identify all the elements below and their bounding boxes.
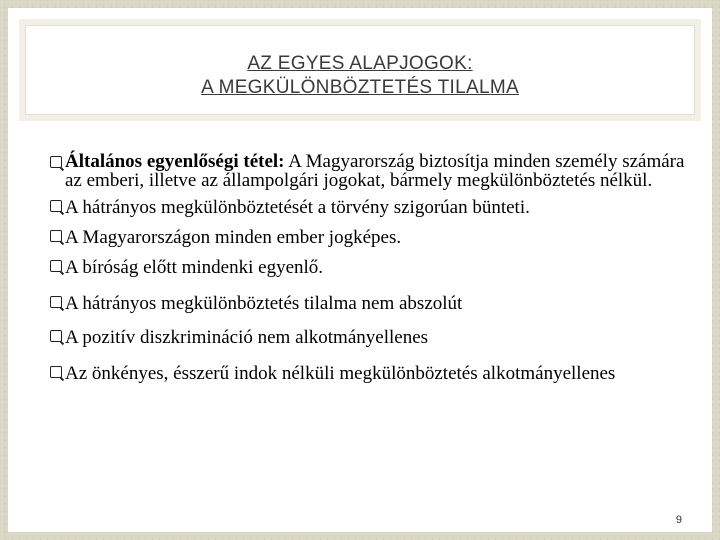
checkbox-bullet-icon — [50, 156, 62, 168]
bullet-text: A hátrányos megkülönböztetés tilalma nem abszolút — [65, 293, 463, 314]
bullet-text: Az önkényes, ésszerű indok nélküli megkülönböztetés alkotmányellenes — [65, 363, 616, 384]
checkbox-bullet-icon — [50, 200, 62, 212]
bullet-item — [50, 256, 690, 280]
checkbox-bullet-icon — [50, 260, 62, 272]
title-box — [25, 25, 695, 115]
slide-title-line-1: AZ EGYES ALAPJOGOK: — [247, 53, 473, 74]
bullet-item — [50, 362, 635, 386]
checkbox-bullet-icon — [50, 296, 62, 308]
slide-title-line-2: A MEGKÜLÖNBÖZTETÉS TILALMA — [201, 77, 519, 98]
bullet-text: A pozitív diszkrimináció nem alkotmányellenes — [65, 327, 429, 348]
bullet-text: A bíróság előtt mindenki egyenlő. — [65, 257, 324, 278]
bullet-item — [50, 226, 690, 250]
checkbox-bullet-icon — [50, 230, 62, 242]
bullet-text: A Magyarország biztosítja minden személy számára az emberi, illetve az állampolgári jogokat, bármely megkülönböztetés nélkül. — [65, 151, 685, 191]
bullet-text: A hátrányos megkülönböztetését a törvény szigorúan bünteti. — [65, 197, 530, 218]
checkbox-bullet-icon — [50, 366, 62, 378]
bullet-bold-label: Általános egyenlőségi tétel: — [65, 151, 285, 172]
bullet-item — [50, 152, 690, 190]
bullet-text: A Magyarországon minden ember jogképes. — [65, 227, 402, 248]
bullet-list — [50, 140, 690, 386]
page-number: 9 — [675, 514, 682, 526]
bullet-item — [50, 292, 690, 316]
bullet-item — [50, 196, 690, 220]
bullet-item — [50, 326, 690, 350]
checkbox-bullet-icon — [50, 330, 62, 342]
